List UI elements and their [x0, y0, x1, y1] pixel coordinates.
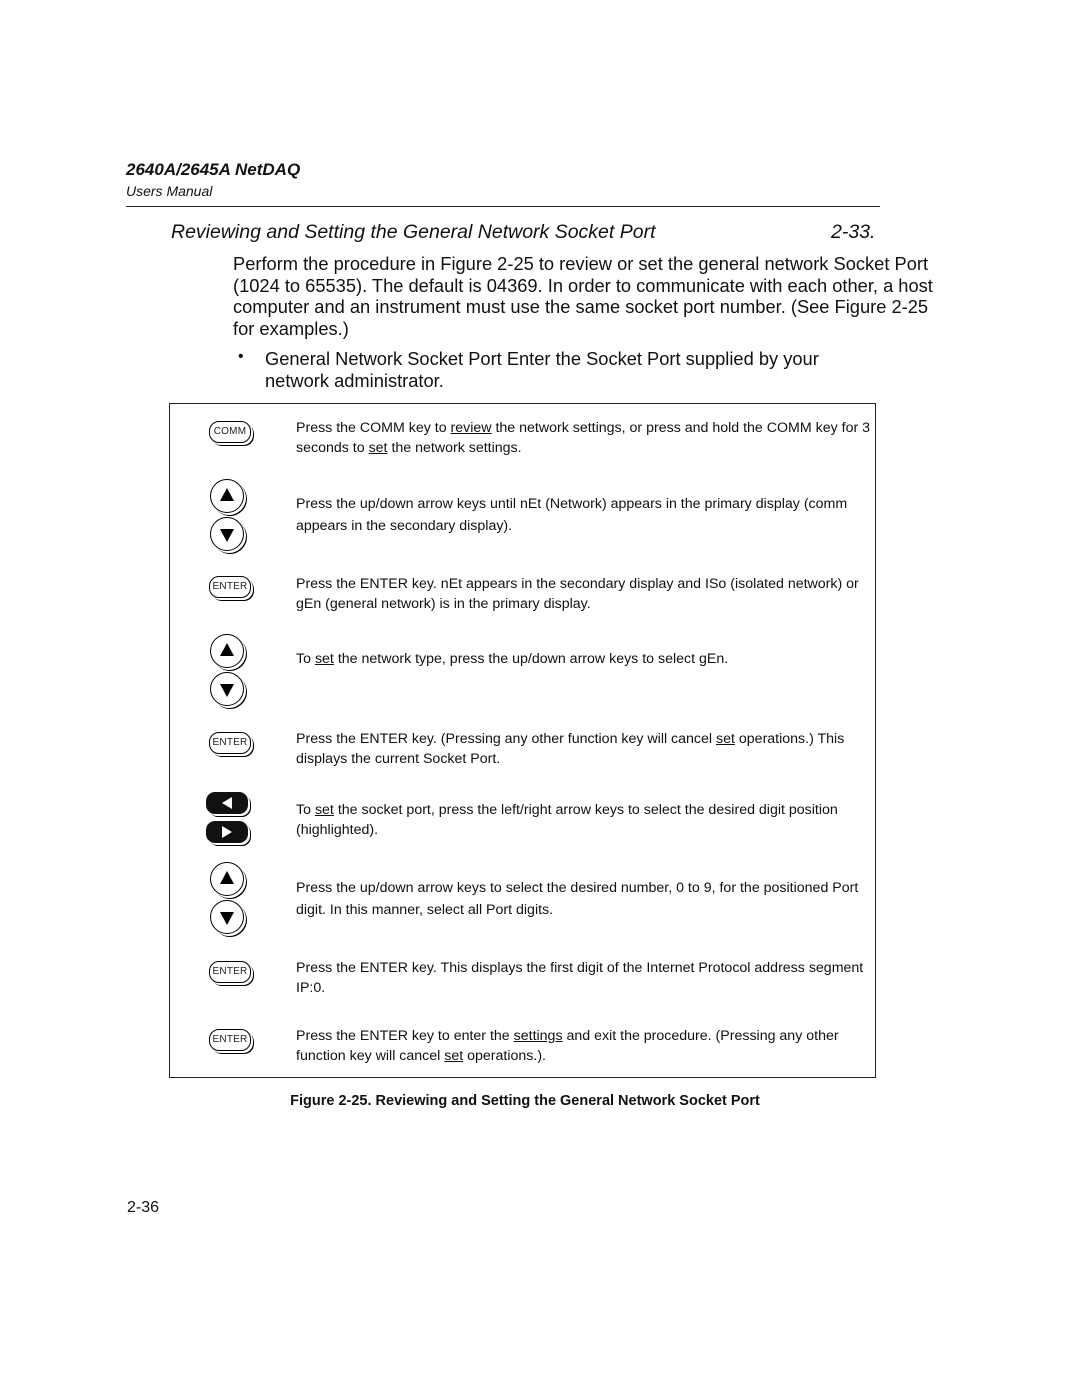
step-8-text: Press the ENTER key. This displays the first digit of the Internet Protocol address segment IP:0.: [296, 960, 864, 996]
step-9-text: Press the ENTER key to enter the settings and exit the procedure. (Pressing any other function key will cancel set operations.).: [296, 1028, 839, 1064]
down-arrow-key-icon: [210, 517, 244, 551]
left-arrow-key-icon: [206, 792, 248, 814]
up-arrow-key-icon: [210, 634, 244, 668]
section-number: 2-33.: [831, 221, 876, 243]
comm-key-icon: COMM: [209, 421, 251, 443]
step-1-text: Press the COMM key to review the network settings, or press and hold the COMM key for 3 seconds to set the network settings.: [296, 420, 871, 456]
manual-subtitle: Users Manual: [126, 183, 213, 199]
bullet-text: General Network Socket Port Enter the Socket Port supplied by your network administrator.: [265, 348, 819, 391]
step-2-text: Press the up/down arrow keys until nEt (Network) appears in the primary display (comm appears in the secondary display).: [296, 496, 848, 534]
enter-key-icon: ENTER: [209, 1029, 251, 1051]
step-3-text: Press the ENTER key. nEt appears in the secondary display and ISo (isolated network) or gEn (general network) is in the primary display.: [296, 576, 859, 612]
enter-key-icon: ENTER: [209, 961, 251, 983]
enter-key-icon: ENTER: [209, 576, 251, 598]
section-title: Reviewing and Setting the General Network Socket Port: [171, 221, 656, 243]
manual-title: 2640A/2645A NetDAQ: [126, 160, 301, 179]
step-7-text: Press the up/down arrow keys to select the desired number, 0 to 9, for the positioned Port digit. In this manner, select all Port digits.: [296, 880, 859, 918]
up-arrow-key-icon: [210, 479, 244, 513]
intro-paragraph: Perform the procedure in Figure 2-25 to review or set the general network Socket Port (1024 to 65535). The default is 04369. In order to communicate with each other, a host computer and an instrument must use the same socket port number. (See Figure 2-25 for examples.): [233, 253, 933, 339]
page-number: 2-36: [127, 1199, 160, 1216]
down-arrow-key-icon: [210, 672, 244, 706]
right-arrow-key-icon: [206, 821, 248, 843]
step-5-text: Press the ENTER key. (Pressing any other function key will cancel set operations.) This displays the current Socket Port.: [296, 731, 845, 767]
bullet-marker: •: [238, 348, 244, 365]
step-6-text: To set the socket port, press the left/right arrow keys to select the desired digit position (highlighted).: [296, 802, 838, 838]
up-arrow-key-icon: [210, 862, 244, 896]
step-4-text: To set the network type, press the up/down arrow keys to select gEn.: [296, 651, 729, 667]
down-arrow-key-icon: [210, 900, 244, 934]
header-rule: [126, 206, 880, 207]
figure-caption: Figure 2-25. Reviewing and Setting the General Network Socket Port: [290, 1093, 760, 1109]
enter-key-icon: ENTER: [209, 732, 251, 754]
